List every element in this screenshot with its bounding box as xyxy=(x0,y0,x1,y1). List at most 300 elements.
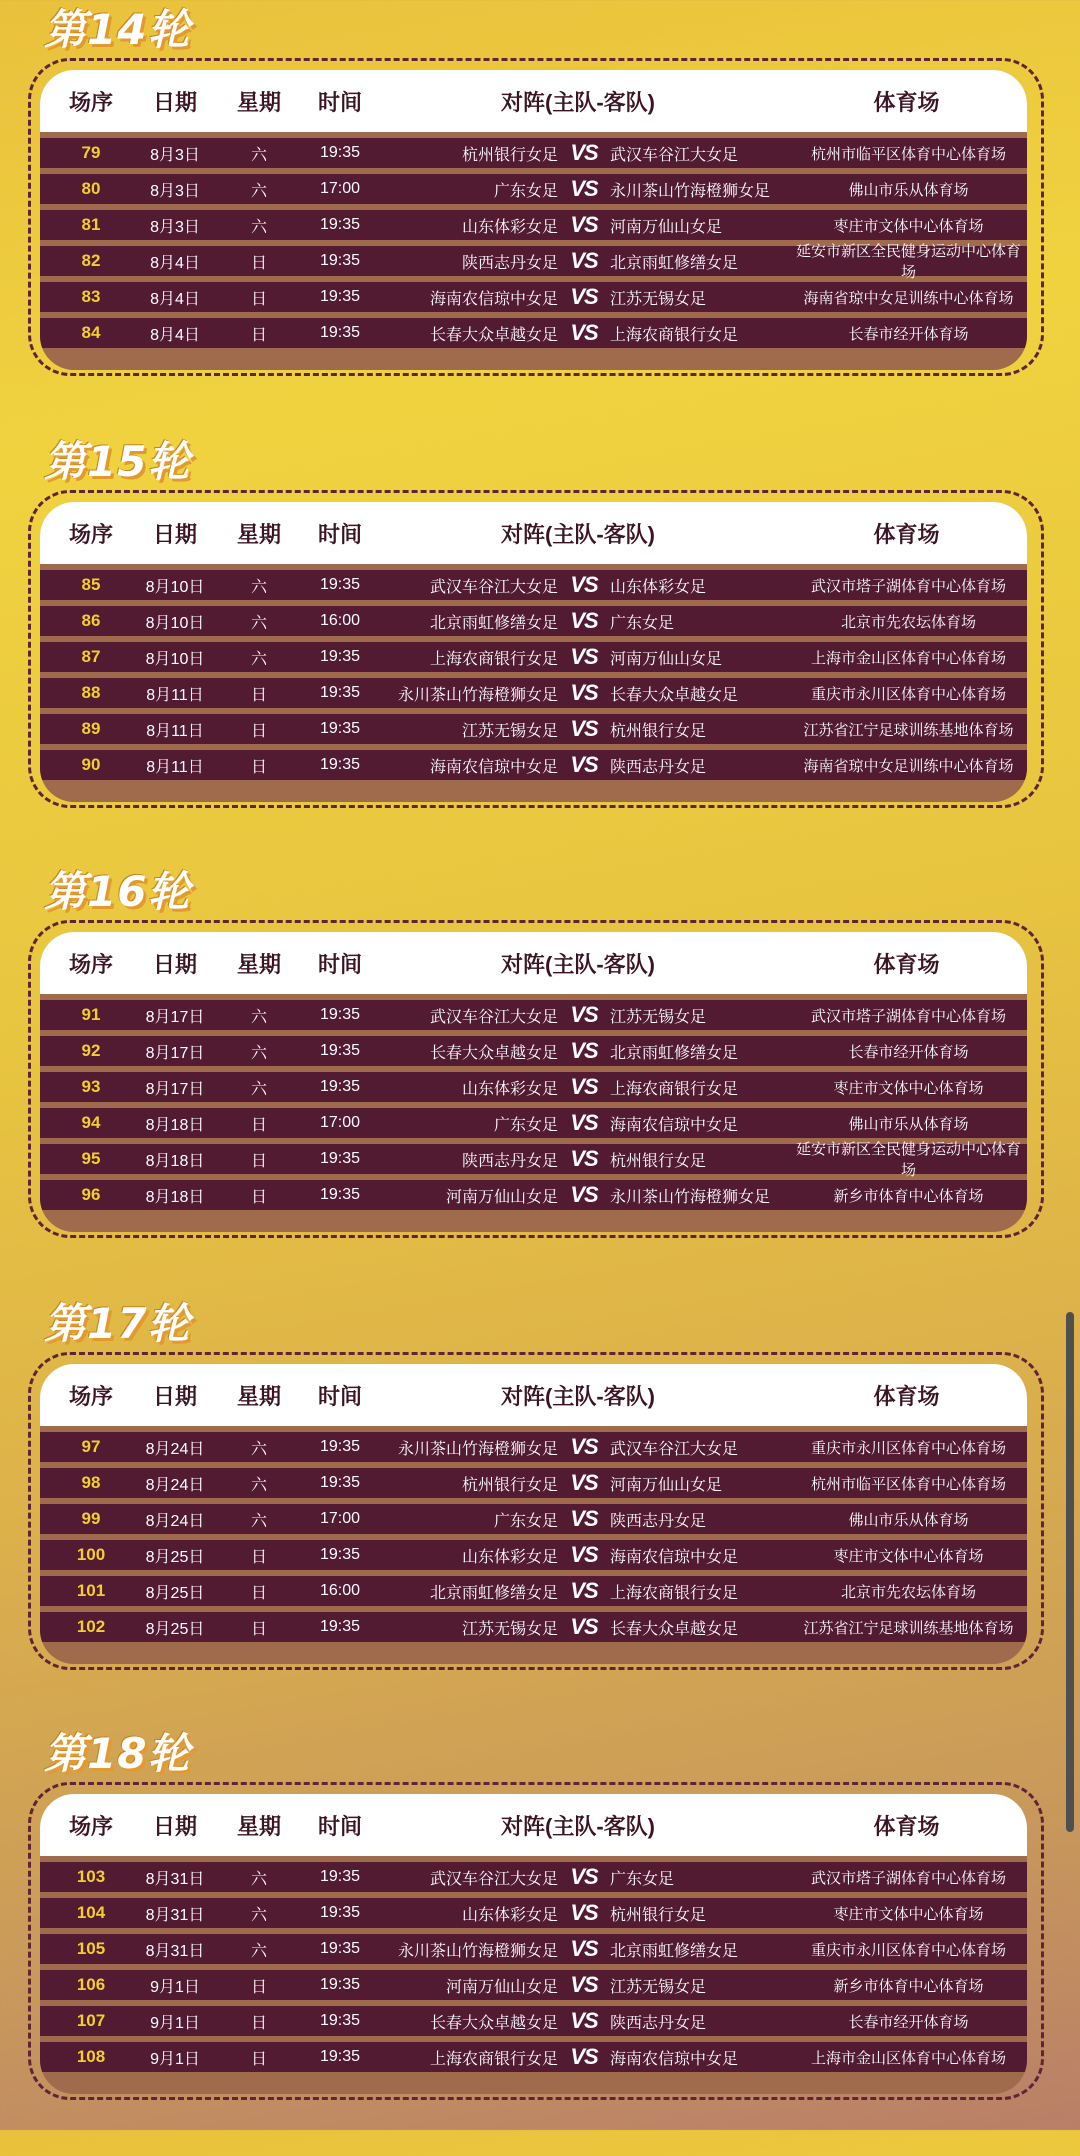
match-weekday: 六 xyxy=(250,614,267,632)
home-team: 河南万仙山女足 xyxy=(445,1978,558,1996)
table-row xyxy=(40,1576,1027,1606)
vs-label: VS xyxy=(570,1434,598,1459)
vs-label: VS xyxy=(570,1900,598,1925)
home-team: 陕西志丹女足 xyxy=(461,254,558,272)
away-team: 陕西志丹女足 xyxy=(610,2014,707,2032)
header-no: 场序 xyxy=(68,521,113,547)
home-team: 海南农信琼中女足 xyxy=(429,758,558,776)
table-row xyxy=(40,1468,1027,1498)
vs-label: VS xyxy=(570,1110,598,1135)
match-number: 101 xyxy=(76,1581,106,1600)
match-weekday: 日 xyxy=(250,254,267,272)
vs-label: VS xyxy=(570,1542,598,1567)
match-time: 19:35 xyxy=(319,684,361,701)
table-row xyxy=(40,570,1027,600)
away-team: 长春大众卓越女足 xyxy=(610,686,739,704)
away-team: 广东女足 xyxy=(610,614,675,632)
home-team: 武汉车谷江大女足 xyxy=(429,578,558,596)
vs-label: VS xyxy=(570,140,598,165)
venue: 延安市新区全民健身运动中心体育场 xyxy=(795,243,1021,281)
match-date: 8月31日 xyxy=(145,1870,205,1888)
match-time: 19:35 xyxy=(319,324,361,341)
vs-label: VS xyxy=(570,2044,598,2069)
home-team: 山东体彩女足 xyxy=(461,1906,558,1924)
match-date: 8月11日 xyxy=(146,686,204,704)
header-time: 时间 xyxy=(317,521,362,547)
match-number: 108 xyxy=(76,2047,106,2066)
schedule-table xyxy=(40,932,1027,1232)
match-time: 19:35 xyxy=(319,1150,361,1167)
match-number: 88 xyxy=(81,683,101,702)
match-time: 19:35 xyxy=(319,1904,361,1921)
venue: 北京市先农坛体育场 xyxy=(840,613,976,631)
home-team: 长春大众卓越女足 xyxy=(429,326,558,344)
match-weekday: 日 xyxy=(250,1548,267,1566)
match-number: 107 xyxy=(76,2011,106,2030)
away-team: 杭州银行女足 xyxy=(610,1152,707,1170)
match-date: 8月10日 xyxy=(145,614,205,632)
away-team: 海南农信琼中女足 xyxy=(610,1116,739,1134)
match-date: 8月24日 xyxy=(145,1476,205,1494)
match-date: 8月3日 xyxy=(150,182,200,200)
home-team: 永川茶山竹海橙狮女足 xyxy=(397,686,558,704)
home-team: 杭州银行女足 xyxy=(461,146,558,164)
match-weekday: 日 xyxy=(250,1116,267,1134)
away-team: 江苏无锡女足 xyxy=(610,1978,707,1996)
home-team: 北京雨虹修缮女足 xyxy=(429,1584,558,1602)
match-weekday: 日 xyxy=(250,1152,267,1170)
home-team: 长春大众卓越女足 xyxy=(429,1044,558,1062)
round-title: 第15轮 xyxy=(44,437,191,486)
table-row xyxy=(40,1432,1027,1462)
round-title: 第17轮 xyxy=(44,1299,191,1348)
vs-label: VS xyxy=(570,1146,598,1171)
venue: 枣庄市文体中心体育场 xyxy=(833,1547,984,1565)
vs-label: VS xyxy=(570,1936,598,1961)
table-row xyxy=(40,1540,1027,1570)
match-number: 80 xyxy=(81,179,101,198)
vs-label: VS xyxy=(570,644,598,669)
match-date: 8月10日 xyxy=(145,578,205,596)
match-number: 90 xyxy=(81,755,101,774)
venue: 武汉市塔子湖体育中心体育场 xyxy=(810,1869,1006,1887)
vs-label: VS xyxy=(570,680,598,705)
schedule-table xyxy=(40,502,1027,802)
match-time: 19:35 xyxy=(319,216,361,233)
match-weekday: 六 xyxy=(250,1906,267,1924)
match-time: 19:35 xyxy=(319,1940,361,1957)
match-time: 19:35 xyxy=(319,2012,361,2029)
home-team: 永川茶山竹海橙狮女足 xyxy=(397,1942,558,1960)
match-weekday: 六 xyxy=(250,1440,267,1458)
away-team: 北京雨虹修缮女足 xyxy=(610,254,739,272)
match-time: 19:35 xyxy=(319,1546,361,1563)
home-team: 广东女足 xyxy=(493,1512,558,1530)
match-weekday: 日 xyxy=(250,2014,267,2032)
home-team: 武汉车谷江大女足 xyxy=(429,1008,558,1026)
venue: 杭州市临平区体育中心体育场 xyxy=(810,1475,1006,1493)
venue: 长春市经开体育场 xyxy=(848,1043,969,1061)
match-number: 82 xyxy=(81,251,101,270)
match-number: 87 xyxy=(81,647,101,666)
table-row xyxy=(40,1180,1027,1210)
home-team: 山东体彩女足 xyxy=(461,218,558,236)
table-header xyxy=(40,1364,1027,1426)
match-weekday: 日 xyxy=(250,1584,267,1602)
match-number: 92 xyxy=(81,1041,101,1060)
venue: 佛山市乐从体育场 xyxy=(848,1511,969,1529)
venue: 海南省琼中女足训练中心体育场 xyxy=(803,757,1014,775)
table-row xyxy=(40,1612,1027,1642)
match-number: 94 xyxy=(81,1113,101,1132)
round-section xyxy=(0,1724,1080,2156)
home-team: 陕西志丹女足 xyxy=(461,1152,558,1170)
table-row xyxy=(40,2006,1027,2036)
table-row xyxy=(40,1108,1027,1138)
vs-label: VS xyxy=(570,716,598,741)
match-date: 8月11日 xyxy=(146,722,204,740)
match-number: 85 xyxy=(81,575,101,594)
match-number: 91 xyxy=(81,1005,101,1024)
venue: 武汉市塔子湖体育中心体育场 xyxy=(810,577,1006,595)
vs-label: VS xyxy=(570,1182,598,1207)
match-date: 8月11日 xyxy=(146,758,204,776)
away-team: 海南农信琼中女足 xyxy=(610,1548,739,1566)
header-match: 对阵(主队-客队) xyxy=(501,951,655,977)
match-date: 8月17日 xyxy=(145,1008,205,1026)
header-weekday: 星期 xyxy=(236,1813,281,1839)
match-number: 106 xyxy=(76,1975,106,1994)
round-section xyxy=(0,0,1080,432)
table-row xyxy=(40,1970,1027,2000)
venue: 延安市新区全民健身运动中心体育场 xyxy=(795,1141,1021,1179)
schedule-table xyxy=(40,1794,1027,2094)
match-time: 19:35 xyxy=(319,144,361,161)
match-number: 95 xyxy=(81,1149,101,1168)
match-time: 19:35 xyxy=(319,720,361,737)
away-team: 江苏无锡女足 xyxy=(610,290,707,308)
venue: 上海市金山区体育中心体育场 xyxy=(810,2049,1006,2067)
match-number: 84 xyxy=(81,323,101,342)
away-team: 海南农信琼中女足 xyxy=(610,2050,739,2068)
table-row xyxy=(40,210,1027,240)
home-team: 河南万仙山女足 xyxy=(445,1188,558,1206)
away-team: 上海农商银行女足 xyxy=(610,1080,739,1098)
header-weekday: 星期 xyxy=(236,89,281,115)
venue: 重庆市永川区体育中心体育场 xyxy=(810,1439,1006,1457)
match-number: 89 xyxy=(81,719,101,738)
vs-label: VS xyxy=(570,608,598,633)
match-number: 98 xyxy=(81,1473,101,1492)
match-number: 81 xyxy=(81,215,101,234)
table-row xyxy=(40,1000,1027,1030)
match-weekday: 六 xyxy=(250,146,267,164)
match-time: 19:35 xyxy=(319,576,361,593)
header-time: 时间 xyxy=(317,1813,362,1839)
vs-label: VS xyxy=(570,1038,598,1063)
away-team: 武汉车谷江大女足 xyxy=(610,146,739,164)
vs-label: VS xyxy=(570,1074,598,1099)
away-team: 武汉车谷江大女足 xyxy=(610,1440,739,1458)
header-match: 对阵(主队-客队) xyxy=(501,521,655,547)
match-date: 8月18日 xyxy=(145,1188,205,1206)
match-weekday: 日 xyxy=(250,1620,267,1638)
match-weekday: 六 xyxy=(250,1044,267,1062)
header-no: 场序 xyxy=(68,89,113,115)
home-team: 长春大众卓越女足 xyxy=(429,2014,558,2032)
match-weekday: 日 xyxy=(250,686,267,704)
match-time: 16:00 xyxy=(319,1582,361,1599)
table-row xyxy=(40,1036,1027,1066)
away-team: 广东女足 xyxy=(610,1870,675,1888)
match-date: 8月4日 xyxy=(150,254,200,272)
header-match: 对阵(主队-客队) xyxy=(501,89,655,115)
match-time: 17:00 xyxy=(319,1114,361,1131)
away-team: 永川茶山竹海橙狮女足 xyxy=(610,1188,771,1206)
match-weekday: 日 xyxy=(250,2050,267,2068)
match-date: 8月4日 xyxy=(150,290,200,308)
home-team: 海南农信琼中女足 xyxy=(429,290,558,308)
venue: 佛山市乐从体育场 xyxy=(848,1115,969,1133)
header-time: 时间 xyxy=(317,951,362,977)
away-team: 河南万仙山女足 xyxy=(610,218,723,236)
venue: 上海市金山区体育中心体育场 xyxy=(810,649,1006,667)
header-venue: 体育场 xyxy=(873,521,940,547)
home-team: 山东体彩女足 xyxy=(461,1080,558,1098)
match-date: 8月17日 xyxy=(145,1044,205,1062)
match-number: 103 xyxy=(76,1867,106,1886)
vs-label: VS xyxy=(570,1578,598,1603)
match-date: 8月18日 xyxy=(145,1116,205,1134)
match-time: 19:35 xyxy=(319,756,361,773)
vertical-scrollbar[interactable] xyxy=(1066,1312,1074,1832)
venue: 江苏省江宁足球训练基地体育场 xyxy=(803,1619,1014,1637)
header-venue: 体育场 xyxy=(873,89,940,115)
match-time: 19:35 xyxy=(319,288,361,305)
away-team: 江苏无锡女足 xyxy=(610,1008,707,1026)
table-row xyxy=(40,642,1027,672)
match-date: 9月1日 xyxy=(150,1978,200,1996)
match-time: 19:35 xyxy=(319,1618,361,1635)
match-weekday: 六 xyxy=(250,182,267,200)
home-team: 山东体彩女足 xyxy=(461,1548,558,1566)
home-team: 北京雨虹修缮女足 xyxy=(429,614,558,632)
match-time: 19:35 xyxy=(319,2048,361,2065)
header-weekday: 星期 xyxy=(236,951,281,977)
venue: 江苏省江宁足球训练基地体育场 xyxy=(803,721,1014,739)
table-header xyxy=(40,932,1027,994)
match-number: 96 xyxy=(81,1185,101,1204)
match-date: 8月18日 xyxy=(145,1152,205,1170)
vs-label: VS xyxy=(570,2008,598,2033)
match-number: 83 xyxy=(81,287,101,306)
away-team: 北京雨虹修缮女足 xyxy=(610,1044,739,1062)
match-number: 100 xyxy=(76,1545,106,1564)
table-row xyxy=(40,1934,1027,1964)
away-team: 北京雨虹修缮女足 xyxy=(610,1942,739,1960)
header-venue: 体育场 xyxy=(873,1383,940,1409)
home-team: 江苏无锡女足 xyxy=(461,1620,558,1638)
header-no: 场序 xyxy=(68,951,113,977)
match-weekday: 六 xyxy=(250,578,267,596)
match-date: 8月24日 xyxy=(145,1440,205,1458)
home-team: 江苏无锡女足 xyxy=(461,722,558,740)
match-weekday: 日 xyxy=(250,326,267,344)
header-date: 日期 xyxy=(152,89,197,115)
vs-label: VS xyxy=(570,248,598,273)
match-number: 102 xyxy=(76,1617,106,1636)
match-date: 8月10日 xyxy=(145,650,205,668)
table-row xyxy=(40,174,1027,204)
header-date: 日期 xyxy=(152,951,197,977)
table-row xyxy=(40,243,1027,281)
match-date: 9月1日 xyxy=(150,2014,200,2032)
header-venue: 体育场 xyxy=(873,951,940,977)
round-section xyxy=(0,862,1080,1294)
match-weekday: 日 xyxy=(250,1978,267,1996)
venue: 杭州市临平区体育中心体育场 xyxy=(810,145,1006,163)
schedule-table xyxy=(40,70,1027,370)
match-time: 19:35 xyxy=(319,1438,361,1455)
table-row xyxy=(40,678,1027,708)
venue: 新乡市体育中心体育场 xyxy=(833,1187,984,1205)
table-row xyxy=(40,714,1027,744)
match-weekday: 六 xyxy=(250,1008,267,1026)
away-team: 杭州银行女足 xyxy=(610,722,707,740)
header-date: 日期 xyxy=(152,1383,197,1409)
table-row xyxy=(40,138,1027,168)
match-weekday: 六 xyxy=(250,218,267,236)
match-time: 19:35 xyxy=(319,1474,361,1491)
away-team: 长春大众卓越女足 xyxy=(610,1620,739,1638)
vs-label: VS xyxy=(570,284,598,309)
table-header xyxy=(40,70,1027,132)
header-venue: 体育场 xyxy=(873,1813,940,1839)
vs-label: VS xyxy=(570,572,598,597)
header-date: 日期 xyxy=(152,1813,197,1839)
match-number: 86 xyxy=(81,611,101,630)
round-section xyxy=(0,432,1080,864)
schedule-table xyxy=(40,1364,1027,1664)
match-weekday: 日 xyxy=(250,1188,267,1206)
home-team: 上海农商银行女足 xyxy=(429,650,558,668)
venue: 新乡市体育中心体育场 xyxy=(833,1977,984,1995)
match-weekday: 六 xyxy=(250,1476,267,1494)
header-time: 时间 xyxy=(317,1383,362,1409)
match-weekday: 六 xyxy=(250,650,267,668)
header-no: 场序 xyxy=(68,1813,113,1839)
match-weekday: 日 xyxy=(250,722,267,740)
venue: 长春市经开体育场 xyxy=(848,2013,969,2031)
match-date: 8月24日 xyxy=(145,1512,205,1530)
match-number: 79 xyxy=(81,143,101,162)
vs-label: VS xyxy=(570,1002,598,1027)
home-team: 杭州银行女足 xyxy=(461,1476,558,1494)
match-date: 8月4日 xyxy=(150,326,200,344)
away-team: 陕西志丹女足 xyxy=(610,758,707,776)
header-weekday: 星期 xyxy=(236,521,281,547)
table-row xyxy=(40,1862,1027,1892)
header-date: 日期 xyxy=(152,521,197,547)
venue: 海南省琼中女足训练中心体育场 xyxy=(803,289,1014,307)
match-weekday: 日 xyxy=(250,758,267,776)
match-date: 8月3日 xyxy=(150,218,200,236)
away-team: 山东体彩女足 xyxy=(610,578,707,596)
round-section xyxy=(0,1294,1080,1726)
venue: 枣庄市文体中心体育场 xyxy=(833,1905,984,1923)
match-date: 8月31日 xyxy=(145,1942,205,1960)
table-header xyxy=(40,502,1027,564)
table-row xyxy=(40,318,1027,348)
match-number: 104 xyxy=(76,1903,106,1922)
table-row xyxy=(40,606,1027,636)
match-time: 19:35 xyxy=(319,1042,361,1059)
header-no: 场序 xyxy=(68,1383,113,1409)
round-title: 第14轮 xyxy=(44,5,191,54)
away-team: 陕西志丹女足 xyxy=(610,1512,707,1530)
away-team: 河南万仙山女足 xyxy=(610,1476,723,1494)
match-number: 93 xyxy=(81,1077,101,1096)
match-time: 19:35 xyxy=(319,1868,361,1885)
match-date: 8月25日 xyxy=(145,1584,205,1602)
home-team: 武汉车谷江大女足 xyxy=(429,1870,558,1888)
match-number: 99 xyxy=(81,1509,101,1528)
header-match: 对阵(主队-客队) xyxy=(501,1813,655,1839)
venue: 武汉市塔子湖体育中心体育场 xyxy=(810,1007,1006,1025)
table-row xyxy=(40,1898,1027,1928)
match-time: 17:00 xyxy=(319,1510,361,1527)
match-time: 19:35 xyxy=(319,1186,361,1203)
match-time: 16:00 xyxy=(319,612,361,629)
venue: 重庆市永川区体育中心体育场 xyxy=(810,1941,1006,1959)
round-title: 第16轮 xyxy=(44,867,191,916)
table-row xyxy=(40,1141,1027,1179)
match-date: 8月17日 xyxy=(145,1080,205,1098)
table-row xyxy=(40,1504,1027,1534)
match-weekday: 六 xyxy=(250,1870,267,1888)
table-row xyxy=(40,282,1027,312)
away-team: 杭州银行女足 xyxy=(610,1906,707,1924)
vs-label: VS xyxy=(570,1506,598,1531)
vs-label: VS xyxy=(570,176,598,201)
match-date: 9月1日 xyxy=(150,2050,200,2068)
match-number: 97 xyxy=(81,1437,101,1456)
vs-label: VS xyxy=(570,1470,598,1495)
table-row xyxy=(40,1072,1027,1102)
venue: 佛山市乐从体育场 xyxy=(848,181,969,199)
match-date: 8月25日 xyxy=(145,1548,205,1566)
venue: 长春市经开体育场 xyxy=(848,325,969,343)
match-time: 19:35 xyxy=(319,648,361,665)
round-title: 第18轮 xyxy=(44,1729,191,1778)
match-weekday: 日 xyxy=(250,290,267,308)
table-header xyxy=(40,1794,1027,1856)
away-team: 上海农商银行女足 xyxy=(610,1584,739,1602)
match-date: 8月25日 xyxy=(145,1620,205,1638)
match-time: 19:35 xyxy=(319,252,361,269)
away-team: 上海农商银行女足 xyxy=(610,326,739,344)
match-number: 105 xyxy=(76,1939,106,1958)
vs-label: VS xyxy=(570,1614,598,1639)
match-date: 8月31日 xyxy=(145,1906,205,1924)
home-team: 广东女足 xyxy=(493,1116,558,1134)
match-time: 19:35 xyxy=(319,1006,361,1023)
header-match: 对阵(主队-客队) xyxy=(501,1383,655,1409)
away-team: 永川茶山竹海橙狮女足 xyxy=(610,182,771,200)
venue: 北京市先农坛体育场 xyxy=(840,1583,976,1601)
match-time: 19:35 xyxy=(319,1078,361,1095)
match-weekday: 六 xyxy=(250,1512,267,1530)
